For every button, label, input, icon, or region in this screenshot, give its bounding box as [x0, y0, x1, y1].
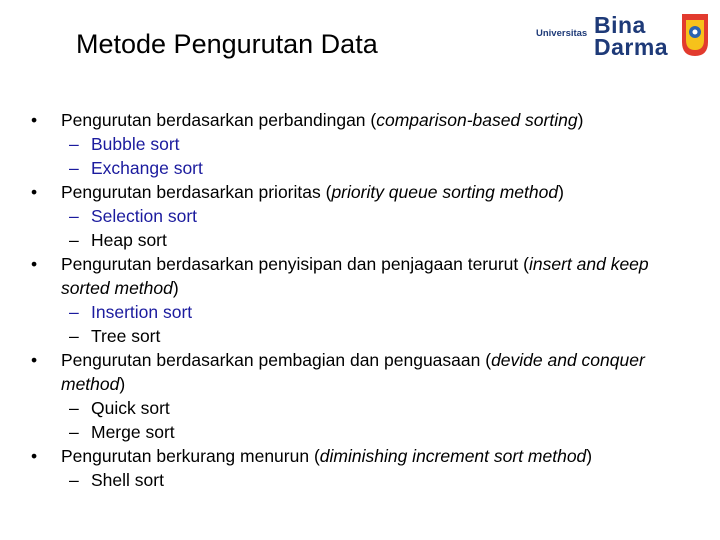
bullet-term: diminishing increment sort method: [319, 446, 587, 466]
slide-title: Metode Pengurutan Data: [76, 29, 378, 59]
bullet-suffix: ): [577, 110, 584, 130]
slide-content: [0, 108, 720, 492]
sub-item-exchange-sort: [0, 156, 720, 180]
sub-item-text: Quick sort: [91, 398, 170, 418]
bullet-suffix: ): [172, 278, 179, 298]
sub-marker: –: [69, 134, 79, 154]
bullet-suffix: ): [119, 374, 126, 394]
bullet-text: Pengurutan berdasarkan prioritas (: [61, 182, 332, 202]
sub-marker: –: [69, 470, 79, 490]
bullet-marker: •: [31, 182, 38, 202]
sub-item-text: Shell sort: [91, 470, 164, 490]
bullet-item-comparison: [0, 108, 720, 132]
sub-item-bubble-sort: [0, 132, 720, 156]
bullet-suffix: ): [558, 182, 564, 202]
sub-item-shell-sort: [0, 468, 720, 492]
bullet-item-diminishing: [0, 444, 720, 468]
bullet-term: priority queue sorting method: [331, 182, 559, 202]
bullet-marker: •: [31, 446, 38, 466]
sub-marker: –: [69, 230, 79, 250]
sub-marker: –: [69, 398, 79, 418]
sub-item-text: Bubble sort: [91, 134, 180, 154]
sub-item-heap-sort: [0, 228, 720, 252]
sub-item-selection-sort: [0, 204, 720, 228]
sub-item-text: Tree sort: [91, 326, 161, 346]
sub-item-quick-sort: [0, 396, 720, 420]
bullet-text: Pengurutan berkurang menurun (: [61, 446, 320, 466]
bullet-suffix: ): [586, 446, 593, 466]
bullet-marker: •: [31, 350, 38, 370]
sub-item-text: Exchange sort: [91, 158, 203, 178]
sub-item-text: Heap sort: [91, 230, 167, 250]
sub-marker: –: [69, 422, 79, 442]
sub-item-text: Merge sort: [91, 422, 175, 442]
sub-marker: –: [69, 206, 79, 226]
bullet-text: Pengurutan berdasarkan pembagian dan penguasaan (: [61, 350, 492, 370]
bullet-item-divide: [0, 348, 720, 396]
sub-marker: –: [69, 158, 79, 178]
bullet-text: Pengurutan berdasarkan perbandingan (: [61, 110, 377, 130]
sub-item-text: Selection sort: [91, 206, 198, 226]
sub-marker: –: [69, 302, 79, 322]
bullet-item-insert: [0, 252, 720, 300]
sub-item-merge-sort: [0, 420, 720, 444]
logo-darma-text: Darma: [594, 34, 669, 60]
bullet-term: comparison-based sorting: [376, 110, 578, 130]
bullet-text: Pengurutan berdasarkan penyisipan dan penjagaan terurut (: [61, 254, 529, 274]
sub-item-tree-sort: [0, 324, 720, 348]
bullet-term: devide and conquer method: [61, 350, 645, 394]
university-logo: [534, 10, 710, 60]
sub-item-insertion-sort: [0, 300, 720, 324]
sub-item-text: Insertion sort: [91, 302, 193, 322]
logo-universitas-text: Universitas: [536, 28, 588, 39]
bullet-item-priority: [0, 180, 720, 204]
logo-emblem-icon: [680, 12, 710, 58]
logo-bina-text: Bina: [594, 12, 646, 38]
sub-marker: –: [69, 326, 79, 346]
bullet-term: insert and keep sorted method: [61, 254, 649, 298]
bullet-marker: •: [31, 254, 38, 274]
bullet-marker: •: [31, 110, 38, 130]
